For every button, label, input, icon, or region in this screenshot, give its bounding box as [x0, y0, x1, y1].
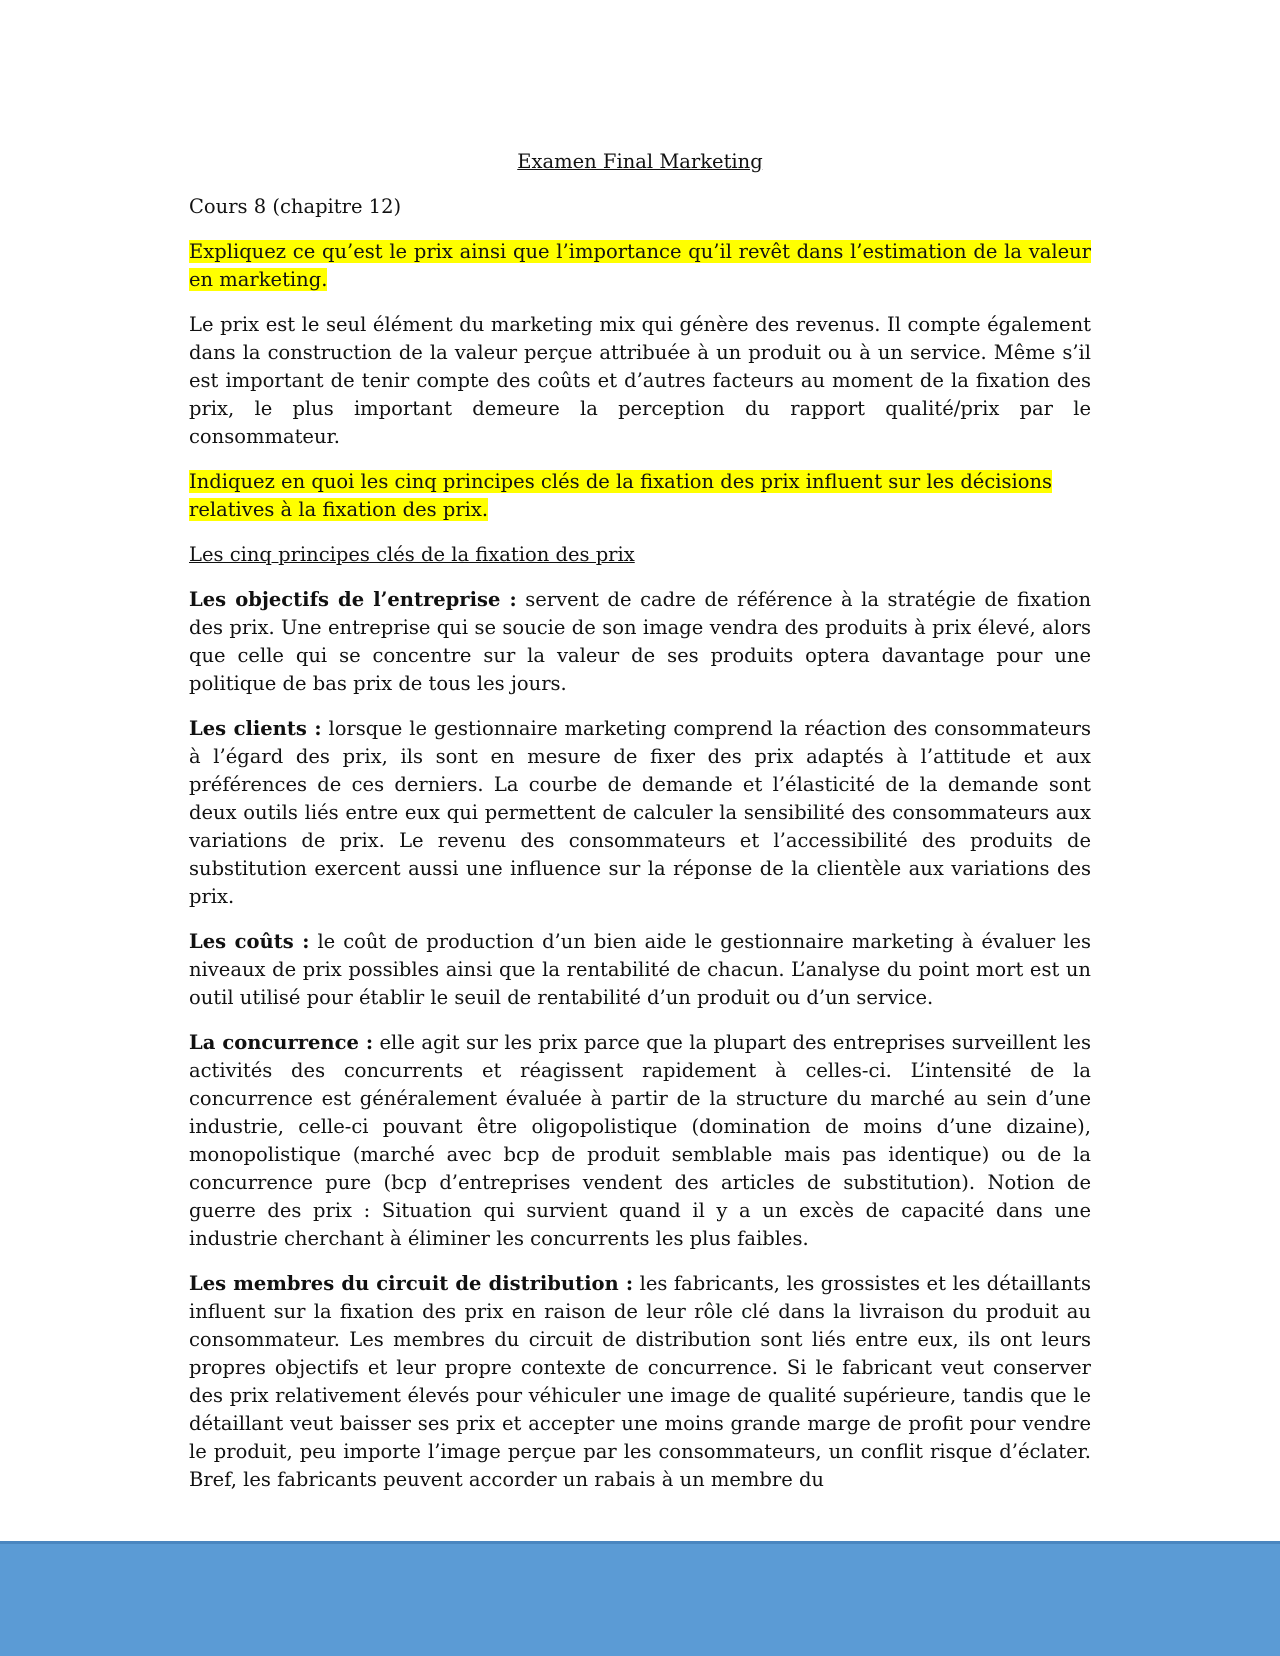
principle-text: les fabricants, les grossistes et les détaillants influent sur la fixation des prix en raison de leur rôle clé dans la livraison du produit au consommateur. Les membres du circuit de distribution sont liés entre eux, ils ont leurs propres objectifs et leur propre contexte de concurrence. Si le fabricant veut conserver des prix relativement élevés pour véhiculer une image de qualité supérieure, tandis que le détaillant veut baisser ses prix et accepter une moins grande marge de profit pour vendre le produit, peu importe l’image perçue par les consommateurs, un conflit risque d’éclater. Bref, les fabricants peuvent accorder un rabais à un membre du	[189, 1272, 1091, 1491]
principle-term: Les objectifs de l’entreprise :	[189, 588, 517, 611]
question-1-highlight: Expliquez ce qu’est le prix ainsi que l’importance qu’il revêt dans l’estimation de la valeur en marketing.	[189, 240, 1091, 291]
answer-1: Le prix est le seul élément du marketing mix qui génère des revenus. Il compte également dans la construction de la valeur perçue attribuée à un produit ou à un service. Même s’il est important de tenir compte des coûts et d’autres facteurs au moment de la fixation des prix, le plus important demeure la perception du rapport qualité/prix par le consommateur.	[189, 313, 1091, 448]
principle-clients	[189, 715, 1091, 911]
document-body	[189, 148, 1091, 1511]
section-heading: Les cinq principes clés de la fixation des prix	[189, 543, 635, 566]
principle-text: elle agit sur les prix parce que la plupart des entreprises surveillent les activités des concurrents et réagissent rapidement à celles-ci. L’intensité de la concurrence est généralement évaluée à partir de la structure du marché au sein d’une industrie, celle-ci pouvant être oligopolistique (domination de moins d’une dizaine), monopolistique (marché avec bcp de produit semblable mais pas identique) ou de la concurrence pure (bcp d’entreprises vendent des articles de substitution). Notion de guerre des prix : Situation qui survient quand il y a un excès de capacité dans une industrie cherchant à éliminer les concurrents les plus faibles.	[189, 1031, 1091, 1250]
principle-text: lorsque le gestionnaire marketing comprend la réaction des consommateurs à l’égard des prix, ils sont en mesure de fixer des prix adaptés à l’attitude et aux préférences de ces derniers. La courbe de demande et l’élasticité de la demande sont deux outils liés entre eux qui permettent de calculer la sensibilité des consommateurs aux variations de prix. Le revenu des consommateurs et l’accessibilité des produits de substitution exercent aussi une influence sur la réponse de la clientèle aux variations des prix.	[189, 717, 1091, 908]
principle-text: servent de cadre de référence à la stratégie de fixation des prix. Une entreprise qui se soucie de son image vendra des produits à prix élevé, alors que celle qui se concentre sur la valeur de ses produits optera davantage pour une politique de bas prix de tous les jours.	[189, 588, 1092, 695]
principle-term: La concurrence :	[189, 1031, 374, 1054]
course-reference: Cours 8 (chapitre 12)	[189, 195, 402, 218]
footer-band	[0, 1541, 1280, 1656]
question-2	[189, 468, 1091, 524]
question-1	[189, 238, 1091, 294]
principle-term: Les clients :	[189, 717, 322, 740]
principle-term: Les coûts :	[189, 930, 310, 953]
principle-text: le coût de production d’un bien aide le gestionnaire marketing à évaluer les niveaux de prix possibles ainsi que la rentabilité de chacun. L’analyse du point mort est un outil utilisé pour établir le seuil de rentabilité d’un produit ou d’un service.	[189, 930, 1091, 1009]
principle-competition	[189, 1029, 1091, 1253]
document-title: Examen Final Marketing	[517, 150, 763, 173]
principle-distribution	[189, 1270, 1091, 1494]
principle-costs	[189, 928, 1091, 1012]
question-2-highlight: Indiquez en quoi les cinq principes clés de la fixation des prix influent sur les décisions relatives à la fixation des prix.	[189, 470, 1053, 521]
principle-term: Les membres du circuit de distribution :	[189, 1272, 634, 1295]
principle-objectives	[189, 586, 1091, 698]
